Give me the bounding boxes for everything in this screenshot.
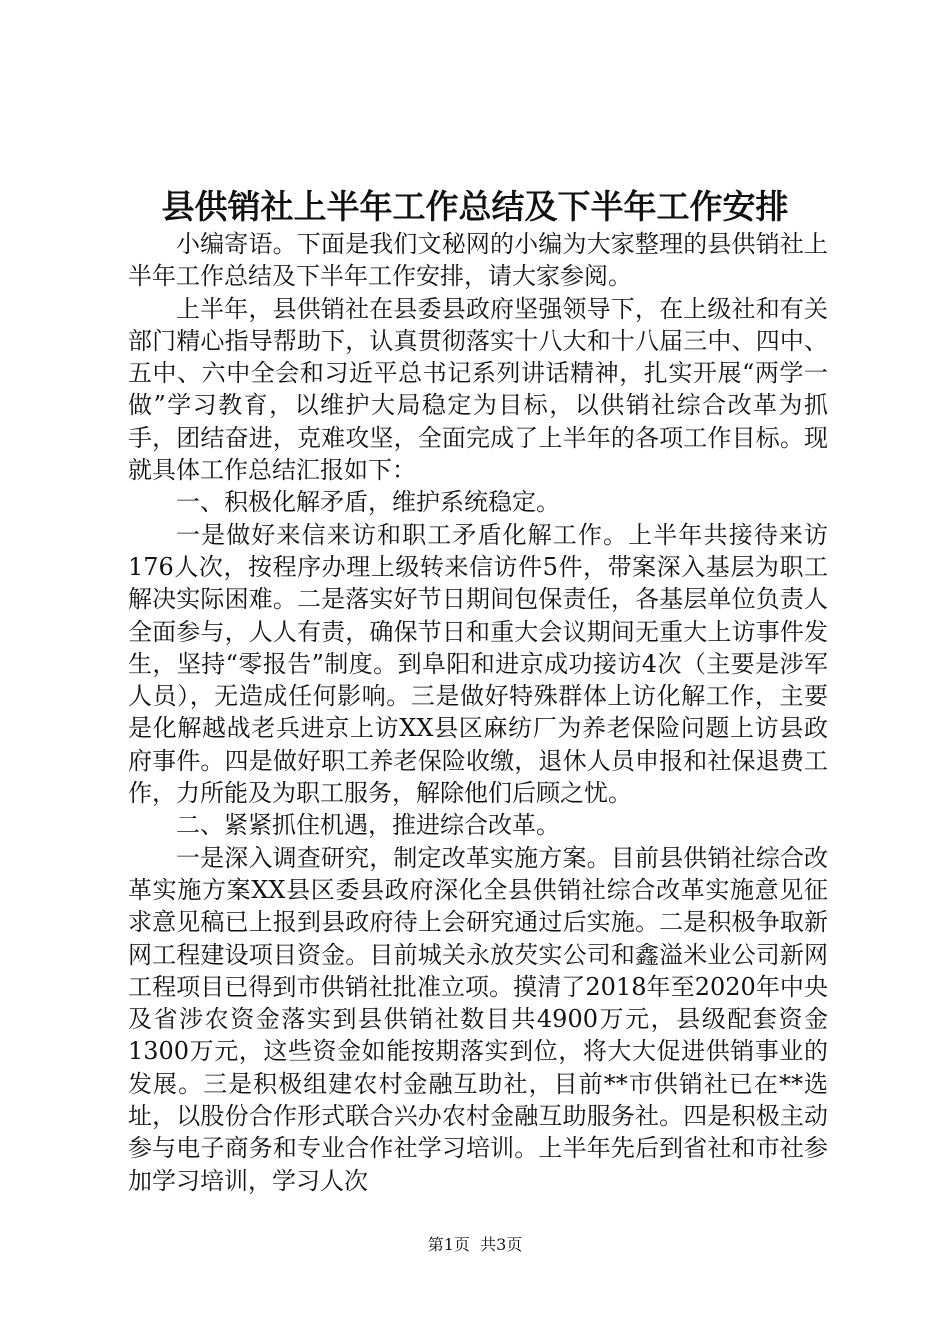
page-footer [0, 1234, 950, 1256]
document-body [128, 228, 828, 1197]
paragraph-intro: 小编寄语。下面是我们文秘网的小编为大家整理的县供销社上半年工作总结及下半年工作安排，请大家参阅。 [128, 230, 828, 291]
section-heading-1: 一、积极化解矛盾，维护系统稳定。 [176, 488, 560, 517]
paragraph-section-1: 一是做好来信来访和职工矛盾化解工作。上半年共接待来访176人次，按程序办理上级转来信访件5件，带案深入基层为职工解决实际困难。二是落实好节日期间包保责任，各基层单位负责人全面参与，人人有责，确保节日和重大会议期间无重大上访事件发生，坚持“零报告”制度。到阜阳和进京成功接访4次（主要是涉军人员），无造成任何影响。三是做好特殊群体上访化解工作，主要是化解越战老兵进京上访XX县区麻纺厂为养老保险问题上访县政府事件。四是做好职工养老保险收缴，退休人员申报和社保退费工作，力所能及为职工服务，解除他们后顾之忧。 [128, 520, 828, 808]
paragraph-summary: 上半年，县供销社在县委县政府坚强领导下，在上级社和有关部门精心指导帮助下，认真贯彻落实十八大和十八届三中、四中、五中、六中全会和习近平总书记系列讲话精神，扎实开展“两学一做”学习教育，以维护大局稳定为目标，以供销社综合改革为抓手，团结奋进，克难攻坚，全面完成了上半年的各项工作目标。现就具体工作总结汇报如下： [128, 294, 828, 485]
paragraph-section-2: 一是深入调查研究，制定改革实施方案。目前县供销社综合改革实施方案XX县区委县政府深化全县供销社综合改革实施意见征求意见稿已上报到县政府待上会研究通过后实施。二是积极争取新网工程建设项目资金。目前城关永放芡实公司和鑫溢米业公司新网工程项目已得到市供销社批准立项。摸清了2018年至2020年中央及省涉农资金落实到县供销社数目共4900万元，县级配套资金1300万元，这些资金如能按期落实到位，将大大促进供销事业的发展。三是积极组建农村金融互助社，目前**市供销社已在**选址，以股份合作形式联合兴办农村金融互助服务社。四是积极主动参与电子商务和专业合作社学习培训。上半年先后到省社和市社参加学习培训，学习人次 [128, 843, 828, 1195]
section-heading-2: 二、紧紧抓住机遇，推进综合改革。 [176, 811, 560, 840]
page-total: 共3页 [480, 1235, 523, 1254]
document-title: 县供销社上半年工作总结及下半年工作安排 [161, 187, 789, 226]
page-number: 第1页 [427, 1235, 470, 1254]
